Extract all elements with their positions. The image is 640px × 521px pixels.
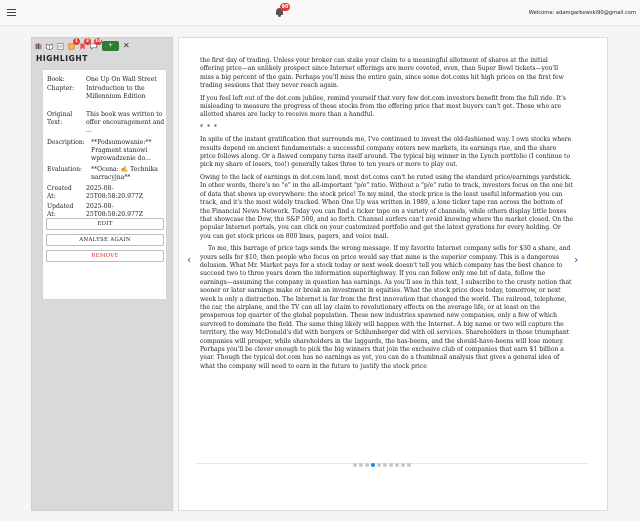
notification-badge: 90	[281, 4, 289, 10]
book-label: Book:	[47, 76, 65, 83]
highlight-count-badge: 1	[74, 39, 79, 44]
book-reader	[178, 37, 608, 511]
original-text-value: This book was written to offer encouragement and ...	[86, 111, 165, 134]
notes-icon[interactable]	[57, 43, 64, 50]
highlight-card	[42, 69, 167, 300]
bookmark-count-badge: 3	[85, 39, 90, 44]
highlight-sidebar	[31, 37, 173, 511]
evaluation-value: **Ocena: ✍ Technika narracyjna**	[91, 166, 158, 181]
page-dot[interactable]	[401, 463, 405, 467]
page-dot[interactable]	[407, 463, 411, 467]
paragraph: If you feel left out of the dot.com jubilee, remind yourself that very few dot.com investors benefit from the full ride. It's misleading to measure the progress of these stocks from the offering price that most buyers can't get. Those who are allotted shares are lucky to receive more than a handful.	[200, 94, 566, 119]
top-bar	[0, 0, 640, 26]
description-label: Description:	[47, 139, 85, 146]
description-value: **Podsumowanie:** Fragment stanowi wprowadzenie do...	[91, 139, 152, 162]
page-dot[interactable]	[377, 463, 381, 467]
page-text	[200, 57, 573, 375]
paragraph: the first day of trading. Unless your broker can stake your claim to a meaningful allotment of shares at the initial offering price—an unlikely prospect since Internet offerings are more coveted, even, than Super Bowl tickets—you'll miss a big percent of the gain. Perhaps you'll miss the entire gain, since some dot.coms hit high prices on the first few trading sessions that they never reach again.	[200, 57, 564, 90]
edit-button[interactable]: EDIT	[46, 218, 164, 230]
welcome-text: Welcome: adamgarbowski90@gmail.com	[528, 10, 636, 16]
updated-value: 2025-08-25T08:58:20.977Z	[86, 203, 143, 218]
evaluation-label: Evaluation:	[47, 166, 83, 173]
chapter-label: Chapter:	[47, 85, 75, 92]
analyse-again-button[interactable]: ANALYSE AGAIN	[46, 234, 164, 246]
menu-icon[interactable]	[7, 9, 16, 16]
created-value: 2025-08-25T08:58:20.977Z	[86, 185, 143, 200]
close-icon[interactable]: ✕	[123, 41, 130, 50]
sidebar-title: HIGHLIGHT	[36, 54, 89, 63]
page-dot[interactable]	[359, 463, 363, 467]
page-dot[interactable]	[353, 463, 357, 467]
book-value: One Up On Wall Street	[86, 76, 157, 83]
updated-label: Updated At:	[47, 203, 74, 218]
original-text-label: Original Text:	[47, 111, 73, 126]
remove-button[interactable]: REMOVE	[46, 250, 164, 262]
books-icon[interactable]	[35, 43, 42, 50]
section-break: * * *	[200, 123, 218, 131]
paragraph: In spite of the instant gratification that surrounds me, I've continued to invest the old-fashioned way. I own stocks where results depend on ancient fundamentals: a successful company enters new markets, its earnings rise, and the share price follows along. Or a flawed company turns itself around. The typical big winner in the Lynch portfolio (I continue to pick my share of losers, too!) generally takes three to ten years or more to play out.	[200, 136, 572, 169]
page-dot[interactable]	[371, 463, 375, 467]
next-page-icon[interactable]: ›	[574, 253, 579, 266]
add-button[interactable]: +	[102, 41, 119, 51]
page-dot[interactable]	[395, 463, 399, 467]
comment-count-badge: 10	[95, 39, 102, 44]
chapter-value: Introduction to the Millennium Edition	[86, 85, 146, 100]
page-dot[interactable]	[365, 463, 369, 467]
previous-page-icon[interactable]: ‹	[187, 253, 192, 266]
paragraph: Owing to the lack of earnings in dot.com land, most dot.coms can't be rated using the standard price/earnings yardstick. In other words, there's no "e" in the all-important "p/e" ratio. Without a "p/e" ratio to track, investors focus on the one bit of data that shows up everywhere: the stock price! To my mind, the stock price is the least useful information you can track, and it's the most widely tracked. When One Up was written in 1989, a lone ticker tape ran across the bottom of the Financial News Network. Today you can find a ticker tape on a variety of channels, while others display little boxes that showcase the Dow, the S&P 500, and so forth. Channel surfers can't avoid knowing where the market closed. On the popular Internet portals, you can click on your customized portfolio and get the latest gyrations for every holding. Or you can get stock prices on 800 lines, pagers, and voice mail.	[200, 173, 573, 240]
page-dot[interactable]	[383, 463, 387, 467]
page-dot[interactable]	[389, 463, 393, 467]
created-label: Created At:	[47, 185, 72, 200]
open-book-icon[interactable]	[46, 43, 53, 50]
paragraph: To me, this barrage of price tags sends the wrong message. If my favorite Internet company sells for $30 a share, and yours sells for $10, then people who focus on price would say that mine is the superior company. This is a dangerous delusion. What Mr. Market pays for a stock today or next week doesn't tell you which company has the best chance to succeed two to three years down the information superhighway. If you can follow only one bit of data, follow the earnings—assuming the company in question has earnings. As you'll see in this text, I subscribe to the crusty notion that sooner or later earnings make or break an investment in equities. What the stock price does today, tomorrow, or next week is only a distraction. The Internet is far from the first innovation that changed the world. The railroad, telephone, the car, the airplane, and the TV can all lay claim to revolutionary effects on the average life, or at least on the prosperous top quarter of the global population. These new industries spawned new companies, only a few of which survived to dominate the field. The same thing likely will happen with the Internet. A big name or two will capture the territory, the way McDonald's did with burgers or Schlumberger did with oil services. Shareholders in those triumphant companies will prosper, while shareholders in the laggards, the has-beens, and the should-have-beens will lose money. Perhaps you'll be clever enough to pick the big winners that join the exclusive club of companies that earn $1 billion a year. Though the typical dot.com has no earnings as yet, you can do a thumbnail analysis that gives a general idea of what the company will need to earn in the future to justify the stock price	[200, 245, 572, 370]
